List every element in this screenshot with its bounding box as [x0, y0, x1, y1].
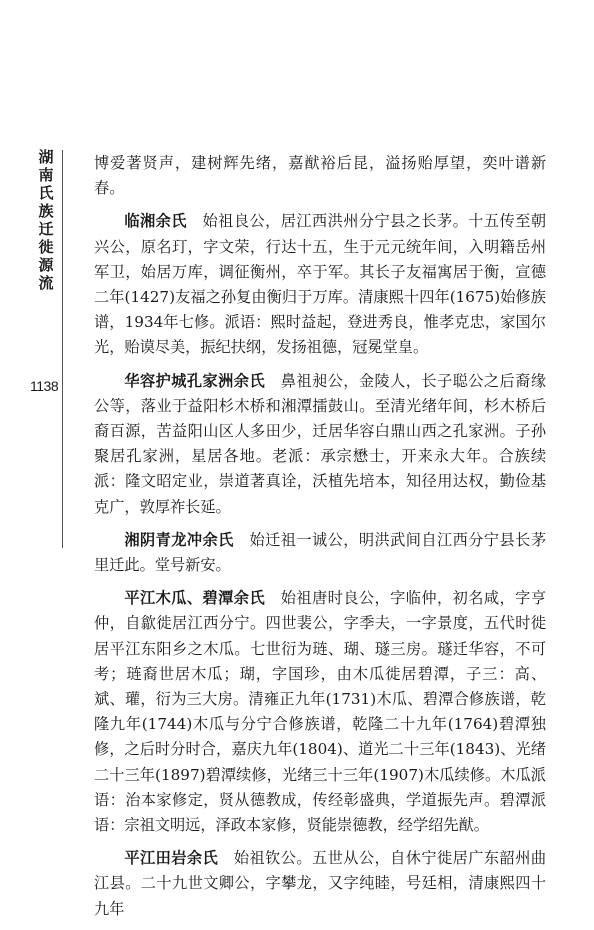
- entry-text: 始祖唐时良公，字临仲，初名咸，字亨仲，自歙徙居江西分宁。四世裴公，字季夫，一字景度，五代时徙居平江东阳乡之木瓜。七世衍为琏、瑚、璲三房。璲迁华容，不可考；琏裔世居木瓜；瑚，字国珍，由木瓜徙居碧潭，子三：高、斌、瓘，衍为三大房。清雍正九年(1731)木瓜、碧潭合修族谱，乾隆九年(1744)木瓜与分宁合修族谱，乾隆二十九年(1764)碧潭独修，之后时分时合，嘉庆九年(1804)、道光二十三年(1843)、光绪二十三年(1897)碧潭续修，光绪三十三年(1907)木瓜续修。木瓜派语：治本家修定，贤从德教成，传经彰盛典，学道振先声。碧潭派语：宗祖文明远，泽政本家修，贤能崇德教，经学绍先猷。: [94, 589, 547, 835]
- entry-huarong-yu: [94, 369, 546, 520]
- entry-heading: 临湘余氏: [124, 212, 187, 231]
- entry-heading: 湘阴青龙冲余氏: [124, 530, 234, 549]
- entry-text: 始祖良公，居江西洪州分宁县之长茅。十五传至朝兴公，原名玎，字文荣，行达十五，生于元元统年间，入明籍岳州军卫，始居万库，调征衡州，卒于军。其长子友福寓居于衡，宣德二年(1427)友福之孙复由衡归于万库。清康熙十四年(1675)始修族谱，1934年七修。派语：熙时益起，登进秀良，惟孝克忠，家国尔光，贻谟尽美，振纪扶纲，发扬祖德，冠冕堂皇。: [94, 212, 547, 357]
- page-body: [94, 151, 546, 930]
- entry-pingjiang-tianyan-yu: [94, 846, 546, 922]
- running-title: 湖南氏族迁徙源流: [38, 148, 54, 292]
- paragraph-continuation: [94, 151, 546, 201]
- page-number: 1138: [30, 378, 59, 394]
- entry-pingjiang-mugua-yu: [94, 586, 546, 838]
- entry-heading: 平江木瓜、碧潭余氏: [124, 589, 266, 608]
- entry-text: 始迁祖一诚公，明洪武间自江西分宁县长茅里迁此。堂号新安。: [94, 530, 547, 575]
- entry-xiangyin-yu: [94, 528, 546, 578]
- entry-linxiang-yu: [94, 209, 546, 360]
- entry-heading: 华容护城孔家洲余氏: [124, 371, 266, 390]
- entry-heading: 平江田岩余氏: [124, 849, 219, 868]
- margin-rule: [62, 150, 63, 548]
- paragraph-text: 博爱著贤声，建树辉先绪，嘉猷裕后昆，溢扬贻厚望，奕叶谱新春。: [94, 154, 546, 198]
- entry-text: 始祖钦公。五世从公，自休宁徙居广东韶州曲江县。二十九世文卿公，字攀龙，又字纯睦，号廷相，清康熙四十九年: [94, 849, 547, 918]
- entry-text: 鼻祖昶公，金陵人，长子聪公之后裔缘公等，落业于益阳杉木桥和湘潭擂鼓山。至清光绪年间，杉木桥后裔百源，苦益阳山区人多田少，迁居华容白鼎山西之孔家洲。子孙聚居孔家洲，星居各地。老派：承宗懋士，开来永大年。合族续派：隆文昭定业，崇道著真诠，沃植先培本，知径用达权，勤俭基克广，敦厚祚长延。: [94, 371, 547, 516]
